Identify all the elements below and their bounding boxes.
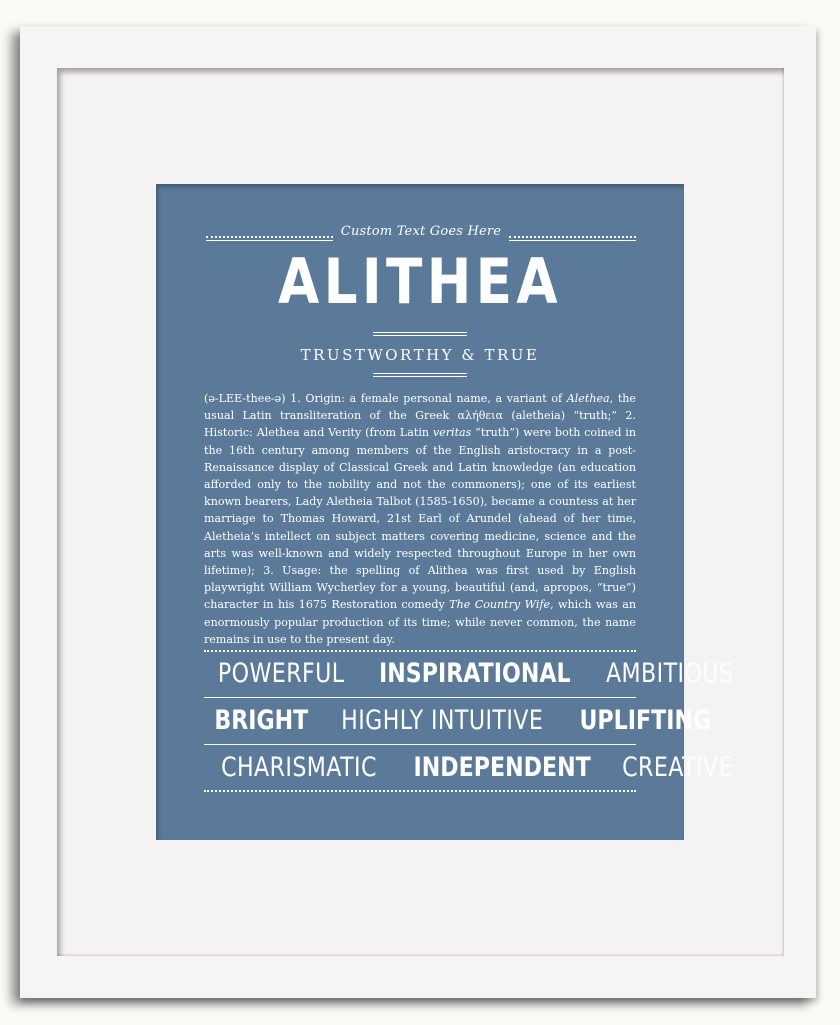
custom-text: Custom Text Goes Here [340,224,502,239]
trait-highly-intuitive: HIGHLY INTUITIVE [340,705,543,736]
double-rule-top [373,332,467,336]
traits-dotted-rule-top [204,650,636,652]
trait-creative: CREATIVE [622,752,734,783]
traits-dotted-rule-bottom [204,790,636,792]
trait-charismatic: CHARISMATIC [221,752,377,783]
picture-frame [20,26,816,998]
frame-mat [57,68,784,956]
definition-part-1: (ə-LEE-thee-ə) 1. Origin: a female personal name, a variant of [204,392,567,405]
definition-veritas: veritas [432,426,472,440]
trait-bright: BRIGHT [214,705,309,736]
trait-powerful: POWERFUL [217,658,345,689]
name-title: ALITHEA [278,245,562,318]
definition-part-4: , which was an enormously popular production of its time; while never common, the name remains in use to the present day. [204,598,636,646]
dotted-rule-right [509,236,636,241]
name-definition [204,390,636,648]
definition-alethea: Alethea [566,392,610,405]
name-tagline: TRUSTWORTHY & TRUE [300,346,540,364]
double-rule-bottom [373,373,467,377]
definition-part-2: , the usual Latin transliteration of the Greek αλήθεια (aletheia) “truth;” 2. Historic: Alethea and Verity (from Latin [204,392,636,440]
definition-part-3: “truth”) were both coined in the 16th century among members of the English aristocracy in a post-Renaissance display of Classical Greek and Latin knowledge (an education afforded only to the nobility and not the commoners); one of its earliest known bearers, Lady Aletheia Talbot (1585-1650), became a countess at her marriage to Thomas Howard, 21st Earl of Arundel (ahead of her time, Aletheia’s intellect on subject matters covering medicine, science and the arts was well-known and widely respected throughout Europe in her own lifetime); 3. Usage: the spelling of Alithea was first used by English playwright William Wycherley for a young, beautiful (and, apropos, “true”) character in his 1675 Restoration comedy [204,426,636,612]
traits-divider-1 [204,697,636,698]
trait-inspirational: INSPIRATIONAL [379,658,572,689]
traits-row-2 [204,704,712,738]
trait-independent: INDEPENDENT [413,752,591,783]
trait-uplifting: UPLIFTING [579,705,712,736]
custom-text-row [206,222,636,242]
traits-divider-2 [204,744,636,745]
trait-ambitious: AMBITIOUS [606,658,734,689]
traits-row-3 [204,751,734,785]
traits-row-1 [204,657,734,691]
name-art-print [156,184,734,840]
definition-country-wife: The Country Wife [449,598,551,612]
